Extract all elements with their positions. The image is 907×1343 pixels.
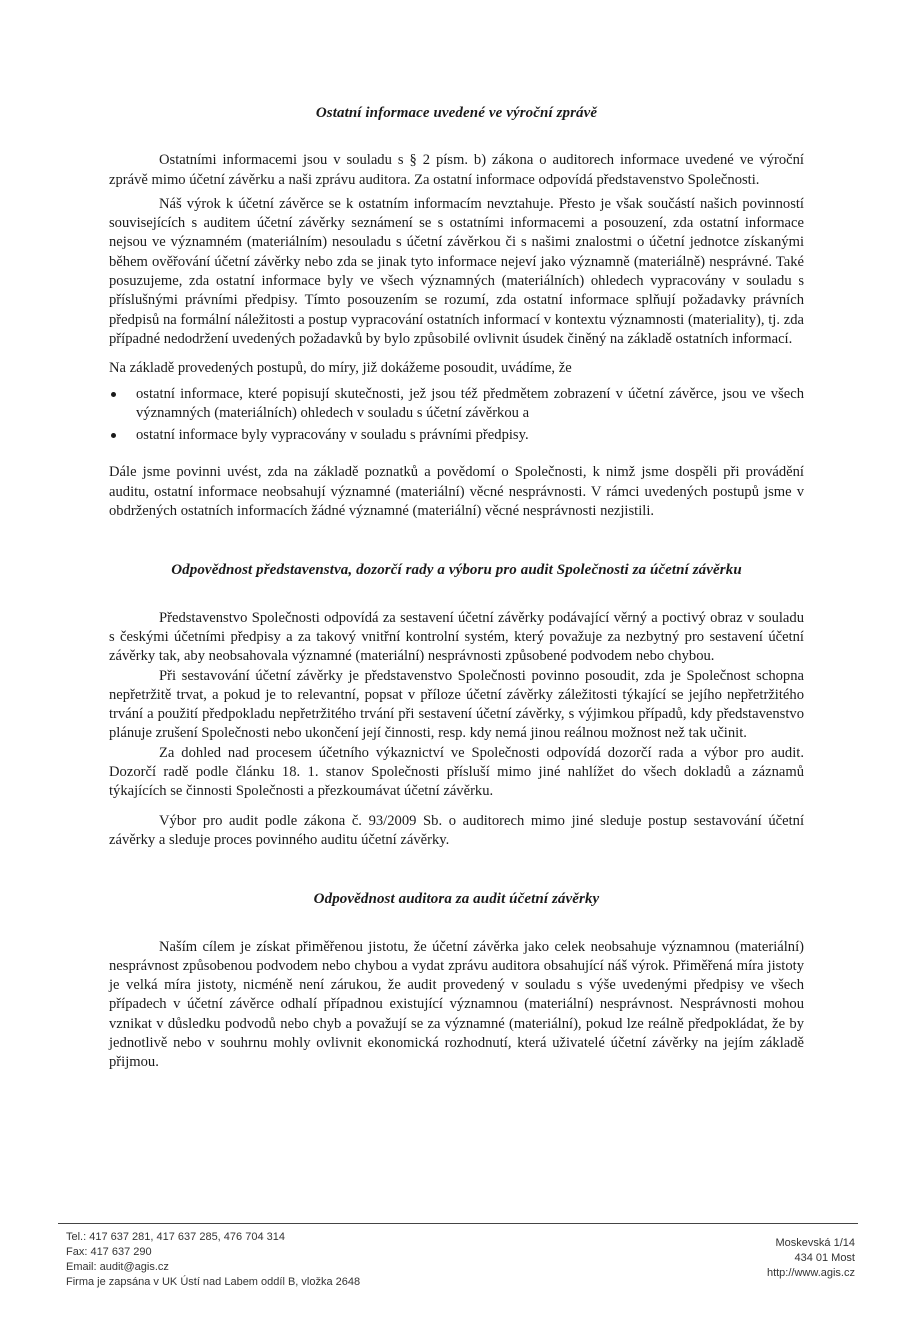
footer-city: 434 01 Most (794, 1252, 855, 1264)
footer-email: Email: audit@agis.cz (66, 1261, 169, 1273)
footer-street: Moskevská 1/14 (775, 1237, 855, 1249)
footer-divider (58, 1223, 858, 1224)
paragraph: Náš výrok k účetní závěrce se k ostatním informacím nevztahuje. Přesto je však součástí našich povinností souvisejících s auditem účetní závěrky seznámení se s ostatními informacemi a posouzení, zda ostatní informace nejsou ve významném (materiálním) nesouladu s účetní závěrkou či s našimi znalostmi o účetní jednotce získanými během ověřování účetní závěrky nebo zda se jinak tyto informace nejeví jako významně (materiálně) nesprávné. Také posuzujeme, zda ostatní informace byly ve všech významných (materiálních) ohledech vypracovány v souladu s příslušnými právními předpisy. Tímto posouzením se rozumí, zda ostatní informace splňují požadavky právních předpisů na formální náležitosti a postup vypracování ostatních informací v kontextu významnosti (materiality), tj. zda případné nedodržení uvedených požadavků by bylo způsobilé ovlivnit úsudek činěný na základě ostatních informací. (109, 195, 804, 347)
bullet-text: ostatní informace byly vypracovány v souladu s právními předpisy. (136, 427, 529, 444)
paragraph: Naším cílem je získat přiměřenou jistotu, že účetní závěrka jako celek neobsahuje významnou (materiální) nesprávnost způsobenou podvodem nebo chybou a vydat zprávu auditora obsahující náš výrok. Přiměřená míra jistoty je velká míra jistoty, nicméně není zárukou, že audit provedený v souladu s výše uvedenými předpisy ve všech případech v účetní závěrce odhalí případnou existující významnou (materiální) nesprávnost. Nesprávnosti mohou vznikat v důsledku podvodů nebo chyb a považují se za významné (materiální), pokud lze reálně předpokládat, že by jednotlivě nebo v souhrnu mohly ovlivnit ekonomická rozhodnutí, která uživatelé účetní závěrky na jejím základě přijmou. (109, 938, 804, 1071)
footer-phone: Tel.: 417 637 281, 417 637 285, 476 704 314 (66, 1231, 285, 1243)
paragraph: Představenstvo Společnosti odpovídá za sestavení účetní závěrky podávající věrný a poctivý obraz v souladu s českými účetními předpisy a za takový vnitřní kontrolní systém, který považuje za nezbytný pro sestavení účetní závěrky tak, aby neobsahovala významné (materiální) nesprávnosti způsobené podvodem nebo chybou. (109, 609, 804, 665)
footer-fax: Fax: 417 637 290 (66, 1246, 152, 1258)
bullet-list (109, 385, 804, 446)
section-heading: Odpovědnost představenstva, dozorčí rady a výboru pro audit Společnosti za účetní závěrku (171, 562, 742, 579)
paragraph: Výbor pro audit podle zákona č. 93/2009 Sb. o auditorech mimo jiné sleduje postup sestavování účetní závěrky a sleduje proces povinného auditu účetní závěrky. (109, 812, 804, 848)
footer-address (595, 1236, 855, 1281)
paragraph: Dále jsme povinni uvést, zda na základě poznatků a povědomí o Společnosti, k nimž jsme dospěli při provádění auditu, ostatní informace neobsahují významné (materiální) věcné nesprávnosti. V rámci uvedených postupů jsme v obdržených ostatních informacích žádné významné (materiální) věcné nesprávnosti nezjistili. (109, 464, 804, 520)
footer-website: http://www.agis.cz (766, 1267, 855, 1279)
paragraph: Za dohled nad procesem účetního výkaznictví ve Společnosti odpovídá dozorčí rada a výbor pro audit. Dozorčí radě podle článku 18. 1. stanov Společnosti přísluší mimo jiné nahlížet do všech dokladů a záznamů týkajících se činnosti Společnosti a přezkoumávat účetní závěrku. (109, 744, 804, 800)
bullet-item (109, 426, 804, 445)
section-heading: Odpovědnost auditora za audit účetní závěrky (313, 891, 600, 908)
section-auditor-responsibility (109, 890, 804, 1072)
paragraph: Ostatními informacemi jsou v souladu s § 2 písm. b) zákona o auditorech informace uvedené ve výroční zprávě mimo účetní závěrku a naši zprávu auditora. Za ostatní informace odpovídá představenstvo Společnosti. (109, 152, 804, 188)
document-body (109, 104, 804, 1073)
bullet-text: ostatní informace, které popisují skutečnosti, jež jsou též předmětem zobrazení v účetní závěrce, jsou ve všech významných (materiálních) ohledech v souladu s účetní závěrkou a (136, 385, 804, 421)
paragraph: Na základě provedených postupů, do míry, již dokážeme posoudit, uvádíme, že (109, 360, 572, 377)
section-heading: Ostatní informace uvedené ve výroční zprávě (315, 105, 598, 121)
paragraph: Při sestavování účetní závěrky je představenstvo Společnosti povinno posoudit, zda je Společnost schopna nepřetržitě trvat, a pokud je to relevantní, popsat v příloze účetní závěrky záležitosti týkající se jejího nepřetržitého trvání a použití předpokladu nepřetržitého trvání při sestavení účetní závěrky, s výjimkou případů, kdy představenstvo plánuje zrušení Společnosti nebo ukončení její činnosti, resp. kdy nemá jinou reálnou možnost než tak učinit. (109, 667, 804, 742)
bullet-dot-icon (111, 433, 116, 438)
section-other-information (109, 104, 804, 521)
bullet-dot-icon (111, 392, 116, 397)
section-board-responsibility (109, 561, 804, 850)
footer-contact (66, 1230, 486, 1290)
footer-registry: Firma je zapsána v UK Ústí nad Labem oddíl B, vložka 2648 (66, 1276, 361, 1288)
bullet-item (109, 385, 804, 424)
